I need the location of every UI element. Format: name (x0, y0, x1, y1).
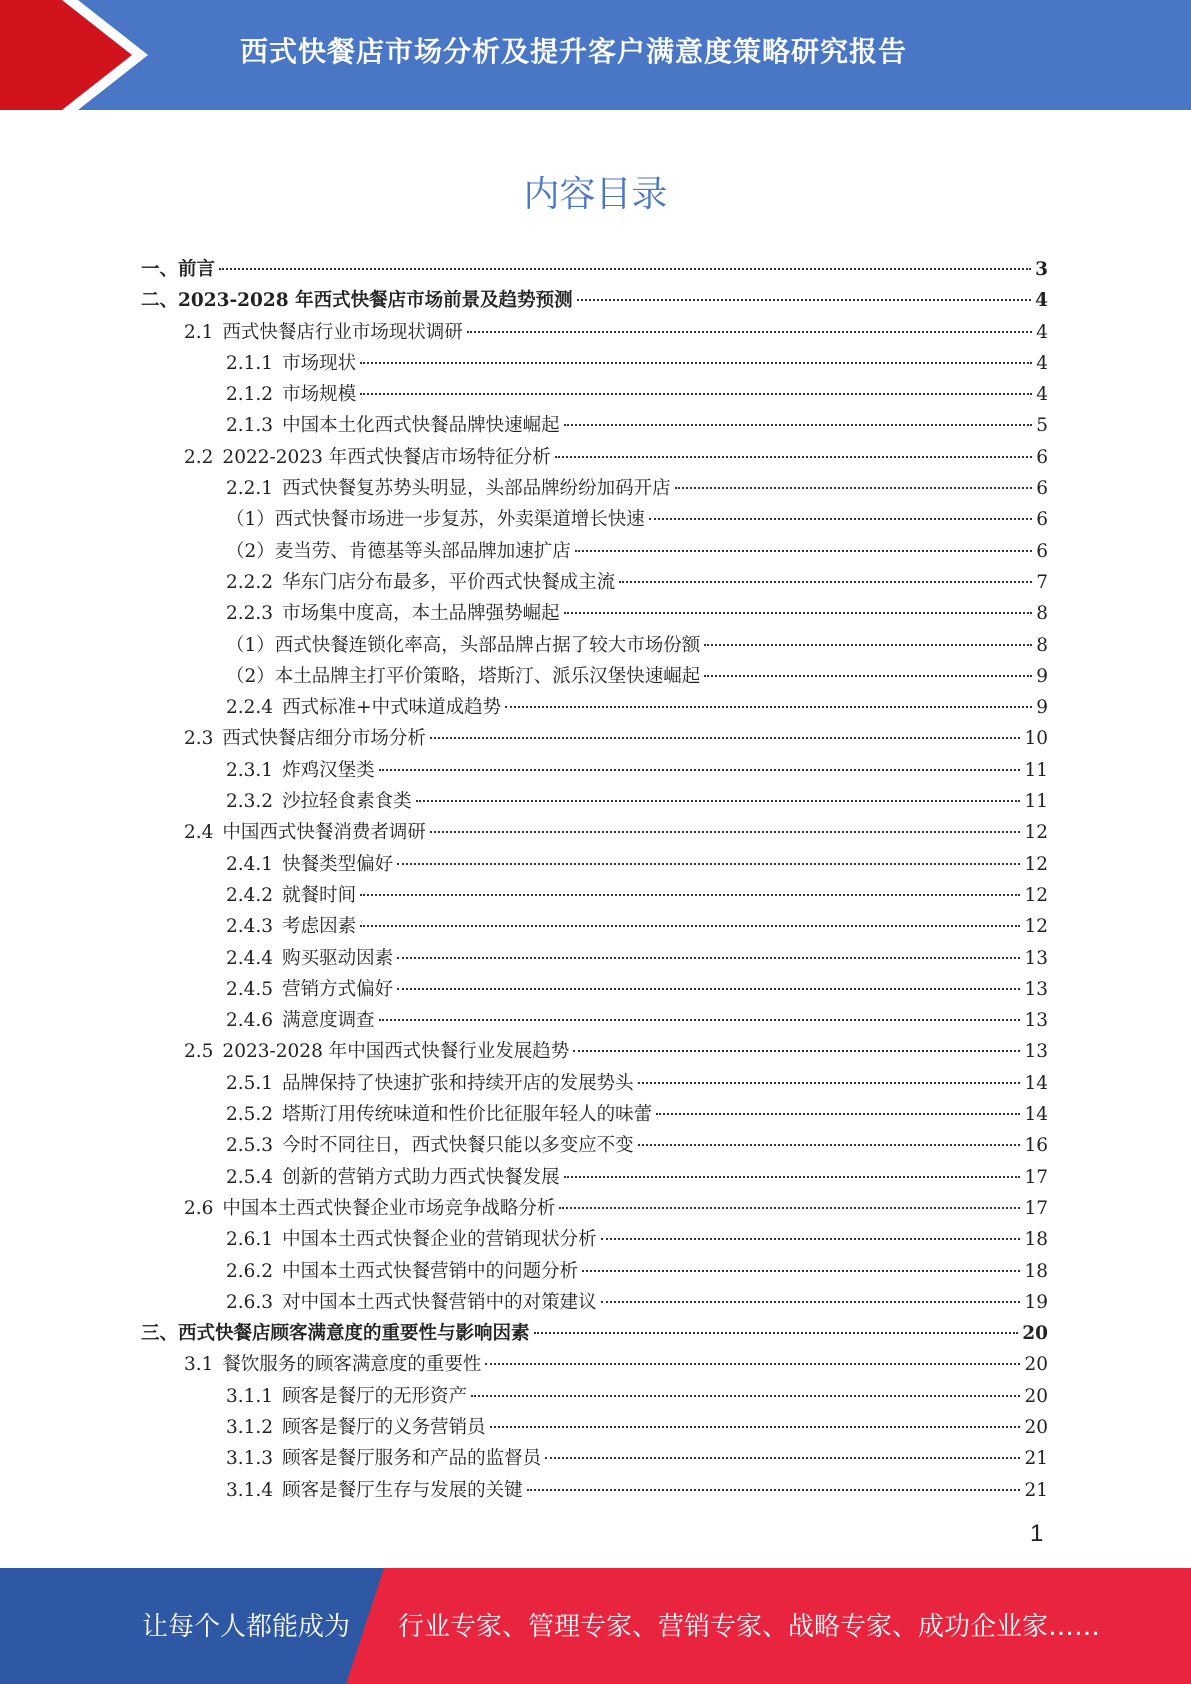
toc-dot-leader (649, 518, 1032, 520)
toc-entry-number: 2.1 (184, 321, 214, 343)
toc-entry-number: 2.2.2 (226, 571, 274, 593)
toc-dot-leader (564, 612, 1033, 614)
toc-dot-leader (219, 268, 1031, 270)
footer-slogan-right: 行业专家、管理专家、营销专家、战略专家、成功企业家…… (398, 1612, 1101, 1642)
toc-entry-page: 13 (1024, 978, 1048, 1000)
toc-entry[interactable] (141, 630, 1048, 661)
toc-entry[interactable] (141, 317, 1048, 348)
toc-dot-leader (704, 675, 1032, 677)
toc-entry-page: 13 (1024, 947, 1048, 969)
toc-entry-number: 3.1.4 (226, 1479, 274, 1501)
toc-entry-page: 18 (1024, 1260, 1048, 1282)
toc-entry[interactable] (141, 1318, 1048, 1349)
toc-dot-leader (704, 644, 1032, 646)
toc-entry-number: 2.6.3 (226, 1291, 274, 1313)
toc-dot-leader (545, 1457, 1020, 1459)
toc-entry[interactable] (141, 786, 1048, 817)
toc-dot-leader (471, 1395, 1020, 1397)
toc-entry-title: 2023-2028 年中国西式快餐行业发展趋势 (222, 1041, 570, 1063)
toc-entry[interactable] (141, 755, 1048, 786)
toc-entry-page: 9 (1036, 697, 1048, 719)
toc-entry-title: 顾客是餐厅的无形资产 (282, 1385, 468, 1407)
toc-entry-number: 2.4.3 (226, 916, 274, 938)
toc-entry[interactable] (141, 849, 1048, 880)
toc-dot-leader (555, 456, 1033, 458)
toc-entry-page: 20 (1024, 1416, 1048, 1438)
toc-entry-title: 品牌保持了快速扩张和持续开店的发展势头 (282, 1072, 634, 1094)
toc-entry[interactable] (141, 1130, 1048, 1161)
toc-entry-title: 创新的营销方式助力西式快餐发展 (282, 1166, 560, 1188)
toc-entry-number: 2.4.1 (226, 853, 274, 875)
toc-entry-number: 2.3 (184, 728, 214, 750)
toc-dot-leader (485, 1363, 1020, 1365)
toc-entry-number: 3.1.2 (226, 1416, 274, 1438)
toc-entry-number: 3.1.1 (226, 1385, 274, 1407)
toc-entry-page: 16 (1024, 1135, 1048, 1157)
toc-entry-page: 11 (1024, 791, 1048, 813)
toc-entry-number: 2.5.2 (226, 1104, 274, 1126)
toc-dot-leader (675, 487, 1033, 489)
toc-dot-leader (527, 1489, 1021, 1491)
toc-entry-page: 21 (1024, 1479, 1048, 1501)
toc-dot-leader (559, 1207, 1020, 1209)
toc-dot-leader (360, 894, 1020, 896)
toc-entry-title: 市场集中度高，本土品牌强势崛起 (282, 603, 560, 625)
toc-entry-page: 7 (1036, 571, 1048, 593)
toc-entry-title: 今时不同往日，西式快餐只能以多变应不变 (282, 1135, 634, 1157)
toc-entry[interactable] (141, 1381, 1048, 1412)
toc-entry-title: 西式快餐复苏势头明显，头部品牌纷纷加码开店 (282, 478, 671, 500)
toc-entry-page: 12 (1024, 884, 1048, 906)
toc-entry-page: 6 (1036, 478, 1048, 500)
toc-entry[interactable] (141, 880, 1048, 911)
toc-entry-page: 20 (1024, 1354, 1048, 1376)
toc-entry[interactable] (141, 692, 1048, 723)
toc-entry-title: 考虑因素 (282, 916, 357, 938)
toc-entry-page: 4 (1035, 290, 1048, 312)
toc-entry-page: 4 (1036, 321, 1048, 343)
toc-entry-number: 2.1.3 (226, 415, 274, 437)
toc-entry-title: 中国西式快餐消费者调研 (222, 822, 426, 844)
toc-dot-leader (397, 863, 1020, 865)
toc-dot-leader (601, 1301, 1021, 1303)
toc-entry-number: 3.1.3 (226, 1448, 274, 1470)
toc-entry-page: 3 (1035, 259, 1048, 280)
toc-entry[interactable] (141, 379, 1048, 410)
toc-heading: 内容目录 (523, 174, 668, 215)
toc-entry-page: 11 (1024, 759, 1048, 781)
toc-dot-leader (505, 706, 1032, 708)
footer-slogan-left: 让每个人都能成为 (142, 1612, 351, 1642)
toc-entry[interactable] (141, 1068, 1048, 1099)
toc-entry[interactable] (141, 1036, 1048, 1067)
toc-entry-title: 中国本土西式快餐企业的营销现状分析 (282, 1229, 597, 1251)
toc-entry-page: 6 (1036, 509, 1048, 531)
toc-entry[interactable] (141, 911, 1048, 942)
toc-entry-title: （1）西式快餐连锁化率高，头部品牌占据了较大市场份额 (226, 634, 701, 656)
toc-entry[interactable] (141, 661, 1048, 692)
toc-entry-number: 2.6 (184, 1197, 214, 1219)
toc-dot-leader (573, 1050, 1020, 1052)
toc-entry-page: 8 (1036, 603, 1048, 625)
toc-entry-page: 12 (1024, 853, 1048, 875)
toc-entry-title: 西式快餐店行业市场现状调研 (222, 321, 463, 343)
toc-entry-title: 顾客是餐厅的义务营销员 (282, 1416, 486, 1438)
toc-dot-leader (360, 362, 1032, 364)
toc-entry-title: 中国本土西式快餐企业市场竞争战略分析 (222, 1197, 556, 1219)
toc-dot-leader (619, 581, 1032, 583)
toc-entry-page: 10 (1024, 728, 1048, 750)
toc-entry-page: 13 (1024, 1041, 1048, 1063)
toc-entry-title: 沙拉轻食素食类 (282, 791, 412, 813)
toc-entry[interactable] (141, 1256, 1048, 1287)
toc-entry-page: 20 (1022, 1323, 1048, 1345)
toc-entry-title: 中国本土西式快餐营销中的问题分析 (282, 1260, 579, 1282)
toc-entry[interactable] (141, 1162, 1048, 1193)
toc-entry-number: 2.1.2 (226, 384, 274, 406)
toc-entry[interactable] (141, 536, 1048, 567)
toc-entry-number: 2.2.3 (226, 603, 274, 625)
toc-entry-title: 满意度调查 (282, 1010, 375, 1032)
toc-entry-number: 3.1 (184, 1354, 214, 1376)
toc-entry-title: 顾客是餐厅生存与发展的关键 (282, 1479, 523, 1501)
toc-entry-number: 2.5.1 (226, 1072, 274, 1094)
toc-entry[interactable] (141, 1475, 1048, 1506)
toc-entry[interactable] (141, 1005, 1048, 1036)
toc-entry[interactable] (141, 1224, 1048, 1255)
toc-entry[interactable] (141, 943, 1048, 974)
toc-entry[interactable] (141, 1099, 1048, 1130)
toc-dot-leader (601, 1238, 1021, 1240)
toc-dot-leader (575, 550, 1032, 552)
page-number: 1 (1030, 1520, 1044, 1547)
toc-entry-title: （2）本土品牌主打平价策略，塔斯汀、派乐汉堡快速崛起 (226, 665, 701, 687)
toc-entry-title: 就餐时间 (282, 884, 357, 906)
toc-entry[interactable] (141, 567, 1048, 598)
toc-entry-page: 14 (1024, 1104, 1048, 1126)
toc-entry-page: 12 (1024, 822, 1048, 844)
toc-dot-leader (638, 1144, 1021, 1146)
toc-entry-number: 2.4.2 (226, 884, 274, 906)
toc-entry-number: 2.5 (184, 1041, 214, 1063)
toc-entry-number: 2.2.1 (226, 478, 274, 500)
toc-entry-number: 2.4.4 (226, 947, 274, 969)
toc-entry-page: 4 (1036, 352, 1048, 374)
toc-dot-leader (534, 1332, 1019, 1334)
toc-entry-page: 19 (1024, 1291, 1048, 1313)
toc-entry-page: 13 (1024, 1010, 1048, 1032)
toc-dot-leader (564, 424, 1033, 426)
toc-entry-number: 2.3.2 (226, 791, 274, 813)
toc-entry[interactable] (141, 410, 1048, 441)
toc-entry-title: 中国本土化西式快餐品牌快速崛起 (282, 415, 560, 437)
toc-dot-leader (467, 331, 1032, 333)
toc-entry[interactable] (141, 1349, 1048, 1380)
header-banner (0, 0, 1191, 110)
toc-entry-title: 市场现状 (282, 352, 357, 374)
toc-entry[interactable] (141, 442, 1048, 473)
toc-entry-title: 华东门店分布最多，平价西式快餐成主流 (282, 571, 616, 593)
toc-entry-number: 2.6.2 (226, 1260, 274, 1282)
toc-entry-title: 购买驱动因素 (282, 947, 394, 969)
toc-entry-page: 12 (1024, 916, 1048, 938)
toc-entry-title: 营销方式偏好 (282, 978, 394, 1000)
toc-entry[interactable] (141, 1412, 1048, 1443)
toc-entry-number: 2.5.4 (226, 1166, 274, 1188)
toc-entry[interactable] (141, 1193, 1048, 1224)
toc-entry-number: 2.2.4 (226, 697, 274, 719)
toc-entry-title: 西式快餐店细分市场分析 (222, 728, 426, 750)
toc-entry-page: 8 (1036, 634, 1048, 656)
toc-entry[interactable] (141, 285, 1048, 316)
toc-entry-page: 6 (1036, 540, 1048, 562)
toc-entry-page: 9 (1036, 665, 1048, 687)
toc-entry-page: 18 (1024, 1229, 1048, 1251)
toc-entry-title: 市场规模 (282, 384, 357, 406)
toc-dot-leader (577, 299, 1032, 301)
toc-entry-title: 餐饮服务的顾客满意度的重要性 (222, 1354, 482, 1376)
toc-entry-number: 2.1.1 (226, 352, 274, 374)
toc-entry-title: 塔斯汀用传统味道和性价比征服年轻人的味蕾 (282, 1104, 653, 1126)
toc-dot-leader (490, 1426, 1021, 1428)
toc-entry[interactable] (141, 723, 1048, 754)
toc-dot-leader (656, 1113, 1020, 1115)
toc-dot-leader (430, 737, 1021, 739)
toc-entry-title: 顾客是餐厅服务和产品的监督员 (282, 1448, 542, 1470)
toc-entry-page: 17 (1024, 1166, 1048, 1188)
toc-entry-title: 三、西式快餐店顾客满意度的重要性与影响因素 (141, 1323, 530, 1345)
toc-entry-number: 2.6.1 (226, 1229, 274, 1251)
toc-dot-leader (360, 393, 1032, 395)
toc-dot-leader (379, 1019, 1021, 1021)
toc-entry-title: 快餐类型偏好 (282, 853, 394, 875)
toc-dot-leader (582, 1270, 1020, 1272)
toc-entry[interactable] (141, 974, 1048, 1005)
toc-entry-title: 西式标准+中式味道成趋势 (282, 697, 502, 719)
toc-entry-page: 20 (1024, 1385, 1048, 1407)
toc-dot-leader (416, 800, 1021, 802)
toc-entry-page: 17 (1024, 1197, 1048, 1219)
toc-dot-leader (564, 1176, 1021, 1178)
toc-entry-number: 2.5.3 (226, 1135, 274, 1157)
toc-entry[interactable] (141, 817, 1048, 848)
toc-entry[interactable] (141, 598, 1048, 629)
toc-dot-leader (360, 925, 1020, 927)
toc-dot-leader (397, 988, 1020, 990)
toc-entry-page: 6 (1036, 446, 1048, 468)
toc-entry-page: 14 (1024, 1072, 1048, 1094)
toc-entry-number: 2.4.5 (226, 978, 274, 1000)
toc-entry-title: 炸鸡汉堡类 (282, 759, 375, 781)
toc-entry[interactable] (141, 254, 1048, 285)
toc-entry-title: 2022-2023 年西式快餐店市场特征分析 (222, 446, 551, 468)
toc-entry-title: 二、2023-2028 年西式快餐店市场前景及趋势预测 (141, 290, 573, 312)
toc-entry-number: 2.3.1 (226, 759, 274, 781)
toc-entry[interactable] (141, 1287, 1048, 1318)
toc-entry-title: （2）麦当劳、肯德基等头部品牌加速扩店 (226, 540, 571, 562)
toc-entry-number: 2.2 (184, 446, 214, 468)
toc-entry[interactable] (141, 504, 1048, 535)
toc-entry-number: 2.4 (184, 822, 214, 844)
toc-entry[interactable] (141, 348, 1048, 379)
toc-dot-leader (430, 831, 1021, 833)
toc-entry-title: 一、前言 (141, 259, 216, 280)
footer-banner (0, 1568, 1191, 1684)
toc-entry-page: 4 (1036, 384, 1048, 406)
toc-entry[interactable] (141, 473, 1048, 504)
toc-entry-number: 2.4.6 (226, 1010, 274, 1032)
toc-entry-page: 21 (1024, 1448, 1048, 1470)
toc-dot-leader (638, 1082, 1021, 1084)
toc-list (141, 254, 1048, 1506)
toc-dot-leader (397, 957, 1020, 959)
report-title: 西式快餐店市场分析及提升客户满意度策略研究报告 (240, 35, 908, 68)
toc-entry-title: 对中国本土西式快餐营销中的对策建议 (282, 1291, 597, 1313)
toc-entry-page: 5 (1036, 415, 1048, 437)
toc-entry-title: （1）西式快餐市场进一步复苏，外卖渠道增长快速 (226, 509, 645, 531)
toc-entry[interactable] (141, 1443, 1048, 1474)
toc-dot-leader (379, 769, 1021, 771)
